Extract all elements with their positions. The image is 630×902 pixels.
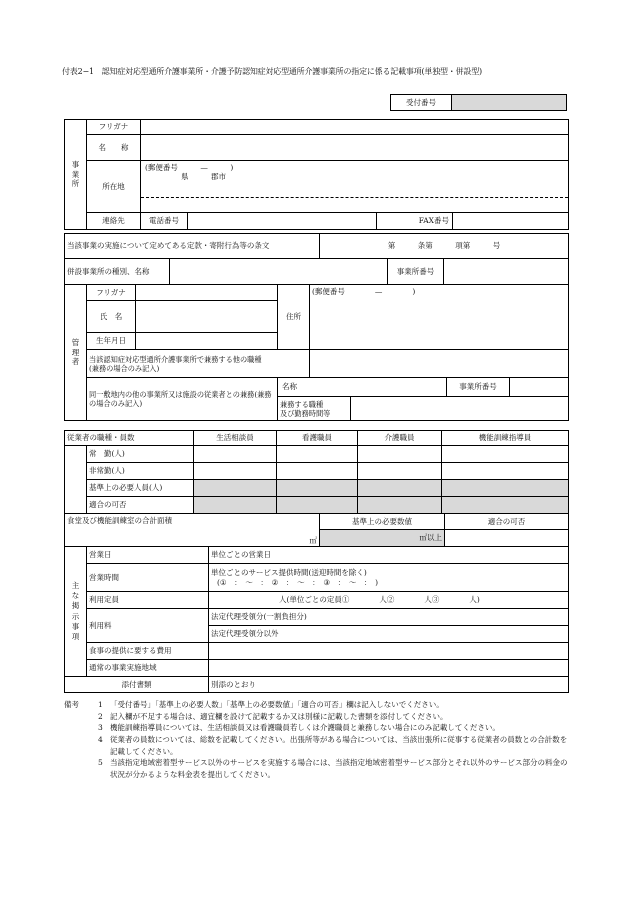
staff-row-fulltime: 常 勤(人): [87, 446, 194, 463]
staff-row-fit: 適合の可否: [87, 497, 194, 514]
staff-table: [64, 430, 569, 514]
manager-other-name-label: 名称: [282, 382, 297, 392]
manager-table: [64, 284, 569, 421]
office-tel-label: 電話番号: [141, 213, 188, 229]
manager-other-jobs-label: 当該認知症対応型通所介護事業所で兼務する他の職種 (兼務の場合のみ記入): [87, 350, 310, 378]
staff-cell[interactable]: [277, 446, 358, 463]
items-hours-slots: (① ： 〜 ： ② ： 〜 ： ③ ： 〜 ： ): [217, 577, 379, 587]
combined-office-no-label: 事業所番号: [388, 259, 444, 285]
items-hours-unit: 単位ごとのサービス提供時間(送迎時間を除く): [211, 568, 367, 578]
dining-required-label: 基準上の必要数値: [320, 514, 445, 530]
manager-furigana-label: フリガナ: [87, 285, 136, 301]
office-name-field[interactable]: [141, 135, 569, 161]
manager-name-label: 氏 名: [87, 301, 136, 333]
note-text: 「受付番号」「基準上の必要人数」「基準上の必要数値」「適合の可否」欄は記入しないでください。: [110, 700, 444, 709]
items-days-unit: 単位ごとの営業日: [211, 550, 271, 560]
combined-label: 併設事業所の種別、名称: [65, 259, 170, 285]
articles-label: 当該事業の実施について定めてある定款・寄附行為等の条文: [65, 234, 320, 259]
notes-head: 備考: [64, 700, 79, 709]
office-name-label: 名 称: [87, 135, 141, 161]
staff-cell[interactable]: [277, 463, 358, 480]
note-number: 2: [98, 711, 103, 721]
staff-row-required: 基準上の必要人員(人): [87, 480, 194, 497]
manager-other-office-name-cell: [278, 378, 569, 397]
manager-other-name-field[interactable]: [342, 378, 447, 396]
staff-col-counselor: 生活相談員: [194, 431, 277, 446]
combined-office-no-field[interactable]: [444, 259, 569, 285]
manager-duty-label: 兼務する職種 及び勤務時間等: [278, 397, 351, 420]
items-days-label: 営業日: [87, 547, 209, 564]
dining-unit2: ㎡以上: [320, 530, 445, 547]
manager-furigana-field[interactable]: [136, 285, 278, 301]
combined-field[interactable]: [170, 259, 388, 285]
combined-table: [64, 258, 569, 285]
office-address-label: 所在地: [87, 161, 141, 213]
staff-cell[interactable]: [194, 446, 277, 463]
note-number: 5: [98, 758, 103, 768]
office-fax-field[interactable]: [453, 213, 568, 229]
office-address-field[interactable]: [141, 161, 569, 213]
note-text: 機能訓練指導員については、生活相談員又は看護職員若しくは介護職員と兼務しない場合にのみ記載してください。: [110, 723, 500, 733]
items-capacity-field[interactable]: 人(単位ごとの定員① 人② 人③ 人): [209, 592, 569, 609]
notes: [64, 699, 574, 780]
staff-blank: [65, 446, 87, 514]
receipt-field[interactable]: [452, 95, 566, 110]
office-postal: (郵便番号 — ): [145, 163, 234, 172]
receipt-label: 受付番号: [391, 95, 452, 110]
staff-cell[interactable]: [442, 463, 569, 480]
items-hours-field[interactable]: [209, 564, 569, 592]
staff-cell-gray: [442, 497, 569, 514]
note-number: 4: [98, 734, 103, 744]
items-fee-b[interactable]: 法定代理受領分以外: [209, 626, 569, 643]
items-days-field[interactable]: [209, 547, 569, 564]
office-contact-label: 連絡先: [87, 213, 141, 230]
note-number: 3: [98, 723, 103, 733]
manager-other-office-no-label: 事業所番号: [459, 382, 497, 392]
staff-cell-gray: [277, 497, 358, 514]
office-section-label: 事 業 所: [65, 120, 87, 230]
staff-cell-gray: [194, 480, 277, 497]
items-meal-label: 食事の提供に要する費用: [87, 643, 209, 660]
manager-other-office-no-field[interactable]: [509, 378, 568, 396]
office-fax-label: FAX番号: [377, 213, 453, 229]
note-number: 1: [98, 700, 103, 709]
manager-birth-label: 生年月日: [87, 333, 136, 350]
items-docs-field: 別添のとおり: [209, 677, 569, 693]
items-section-label: 主 な 掲 示 事 項: [65, 547, 87, 677]
dining-label-text: 食堂及び機能訓練室の合計面積: [67, 516, 172, 525]
staff-col-nurse: 看護職員: [277, 431, 358, 446]
staff-cell-gray: [442, 480, 569, 497]
items-area-field[interactable]: [209, 660, 569, 677]
items-capacity-label: 利用定員: [87, 592, 209, 609]
note-text: 従業者の員数については、総数を記載してください。出張所等がある場合については、当該出張所に従事する従業者の員数との合計数を記載してください。: [110, 734, 568, 756]
staff-row-parttime: 非常勤(人): [87, 463, 194, 480]
office-furigana-field[interactable]: [141, 120, 569, 135]
items-meal-field[interactable]: [209, 643, 569, 660]
dining-unit1: ㎡: [309, 535, 317, 545]
articles-table: [64, 233, 569, 259]
note-text: 当該指定地域密着型サービス以外のサービスを実施する場合には、当該指定地域密着型サービス部分とそれ以外のサービス部分の料金の状況が分かるような料金表を提出してください。: [110, 758, 568, 779]
manager-address-field[interactable]: [310, 285, 569, 350]
dining-table: [64, 513, 569, 547]
dining-fit-label: 適合の可否: [445, 514, 569, 530]
office-fax-cell: [377, 213, 569, 230]
office-tel-field[interactable]: [188, 213, 376, 229]
manager-other-jobs-field[interactable]: [310, 350, 569, 378]
staff-cell[interactable]: [358, 446, 442, 463]
staff-cell-gray: [358, 497, 442, 514]
manager-other-office-label: 同一敷地内の他の事業所又は施設の従業者との兼務(兼務の場合のみ記入): [87, 378, 278, 421]
items-hours-label: 営業時間: [87, 564, 209, 592]
staff-cell[interactable]: [442, 446, 569, 463]
note-text: 記入欄が不足する場合は、適宜欄を設けて記載するか又は別様に記載した書類を添付してください。: [110, 711, 448, 721]
items-table: [64, 546, 569, 693]
manager-postal: (郵便番号 — ): [312, 287, 416, 296]
manager-duty-cell: [278, 397, 569, 421]
dining-fit-field: [445, 530, 569, 547]
office-furigana-label: フリガナ: [87, 120, 141, 135]
staff-header: 従業者の職種・員数: [65, 431, 194, 446]
items-fee-label: 利用料: [87, 609, 209, 643]
office-pref-city: 県 郡市: [181, 172, 226, 182]
manager-name-field[interactable]: [136, 301, 278, 333]
articles-field[interactable]: 第 条第 項第 号: [320, 234, 569, 259]
office-tel-cell: [141, 213, 377, 230]
manager-section-label: 管 理 者: [65, 285, 87, 421]
staff-cell-gray: [358, 480, 442, 497]
form-title: 付表2−1 認知症対応型通所介護事業所・介護予防認知症対応型通所介護事業所の指定に係る記載事項(単独型・併設型): [62, 67, 482, 76]
staff-cell[interactable]: [358, 463, 442, 480]
receipt-number-box: [390, 94, 567, 111]
items-fee-a[interactable]: 法定代理受領分(一割負担分): [209, 609, 569, 626]
staff-cell[interactable]: [194, 463, 277, 480]
office-table: [64, 119, 569, 230]
manager-duty-field[interactable]: [351, 397, 568, 420]
staff-cell-gray: [277, 480, 358, 497]
manager-address-label: 住所: [278, 285, 310, 350]
manager-birth-field[interactable]: [136, 333, 278, 350]
staff-cell-gray: [194, 497, 277, 514]
staff-col-trainer: 機能訓練指導員: [442, 431, 569, 446]
items-area-label: 通常の事業実施地域: [87, 660, 209, 677]
items-docs-label: 添付書類: [65, 677, 209, 693]
staff-col-caregiver: 介護職員: [358, 431, 442, 446]
dining-label: [65, 514, 320, 547]
